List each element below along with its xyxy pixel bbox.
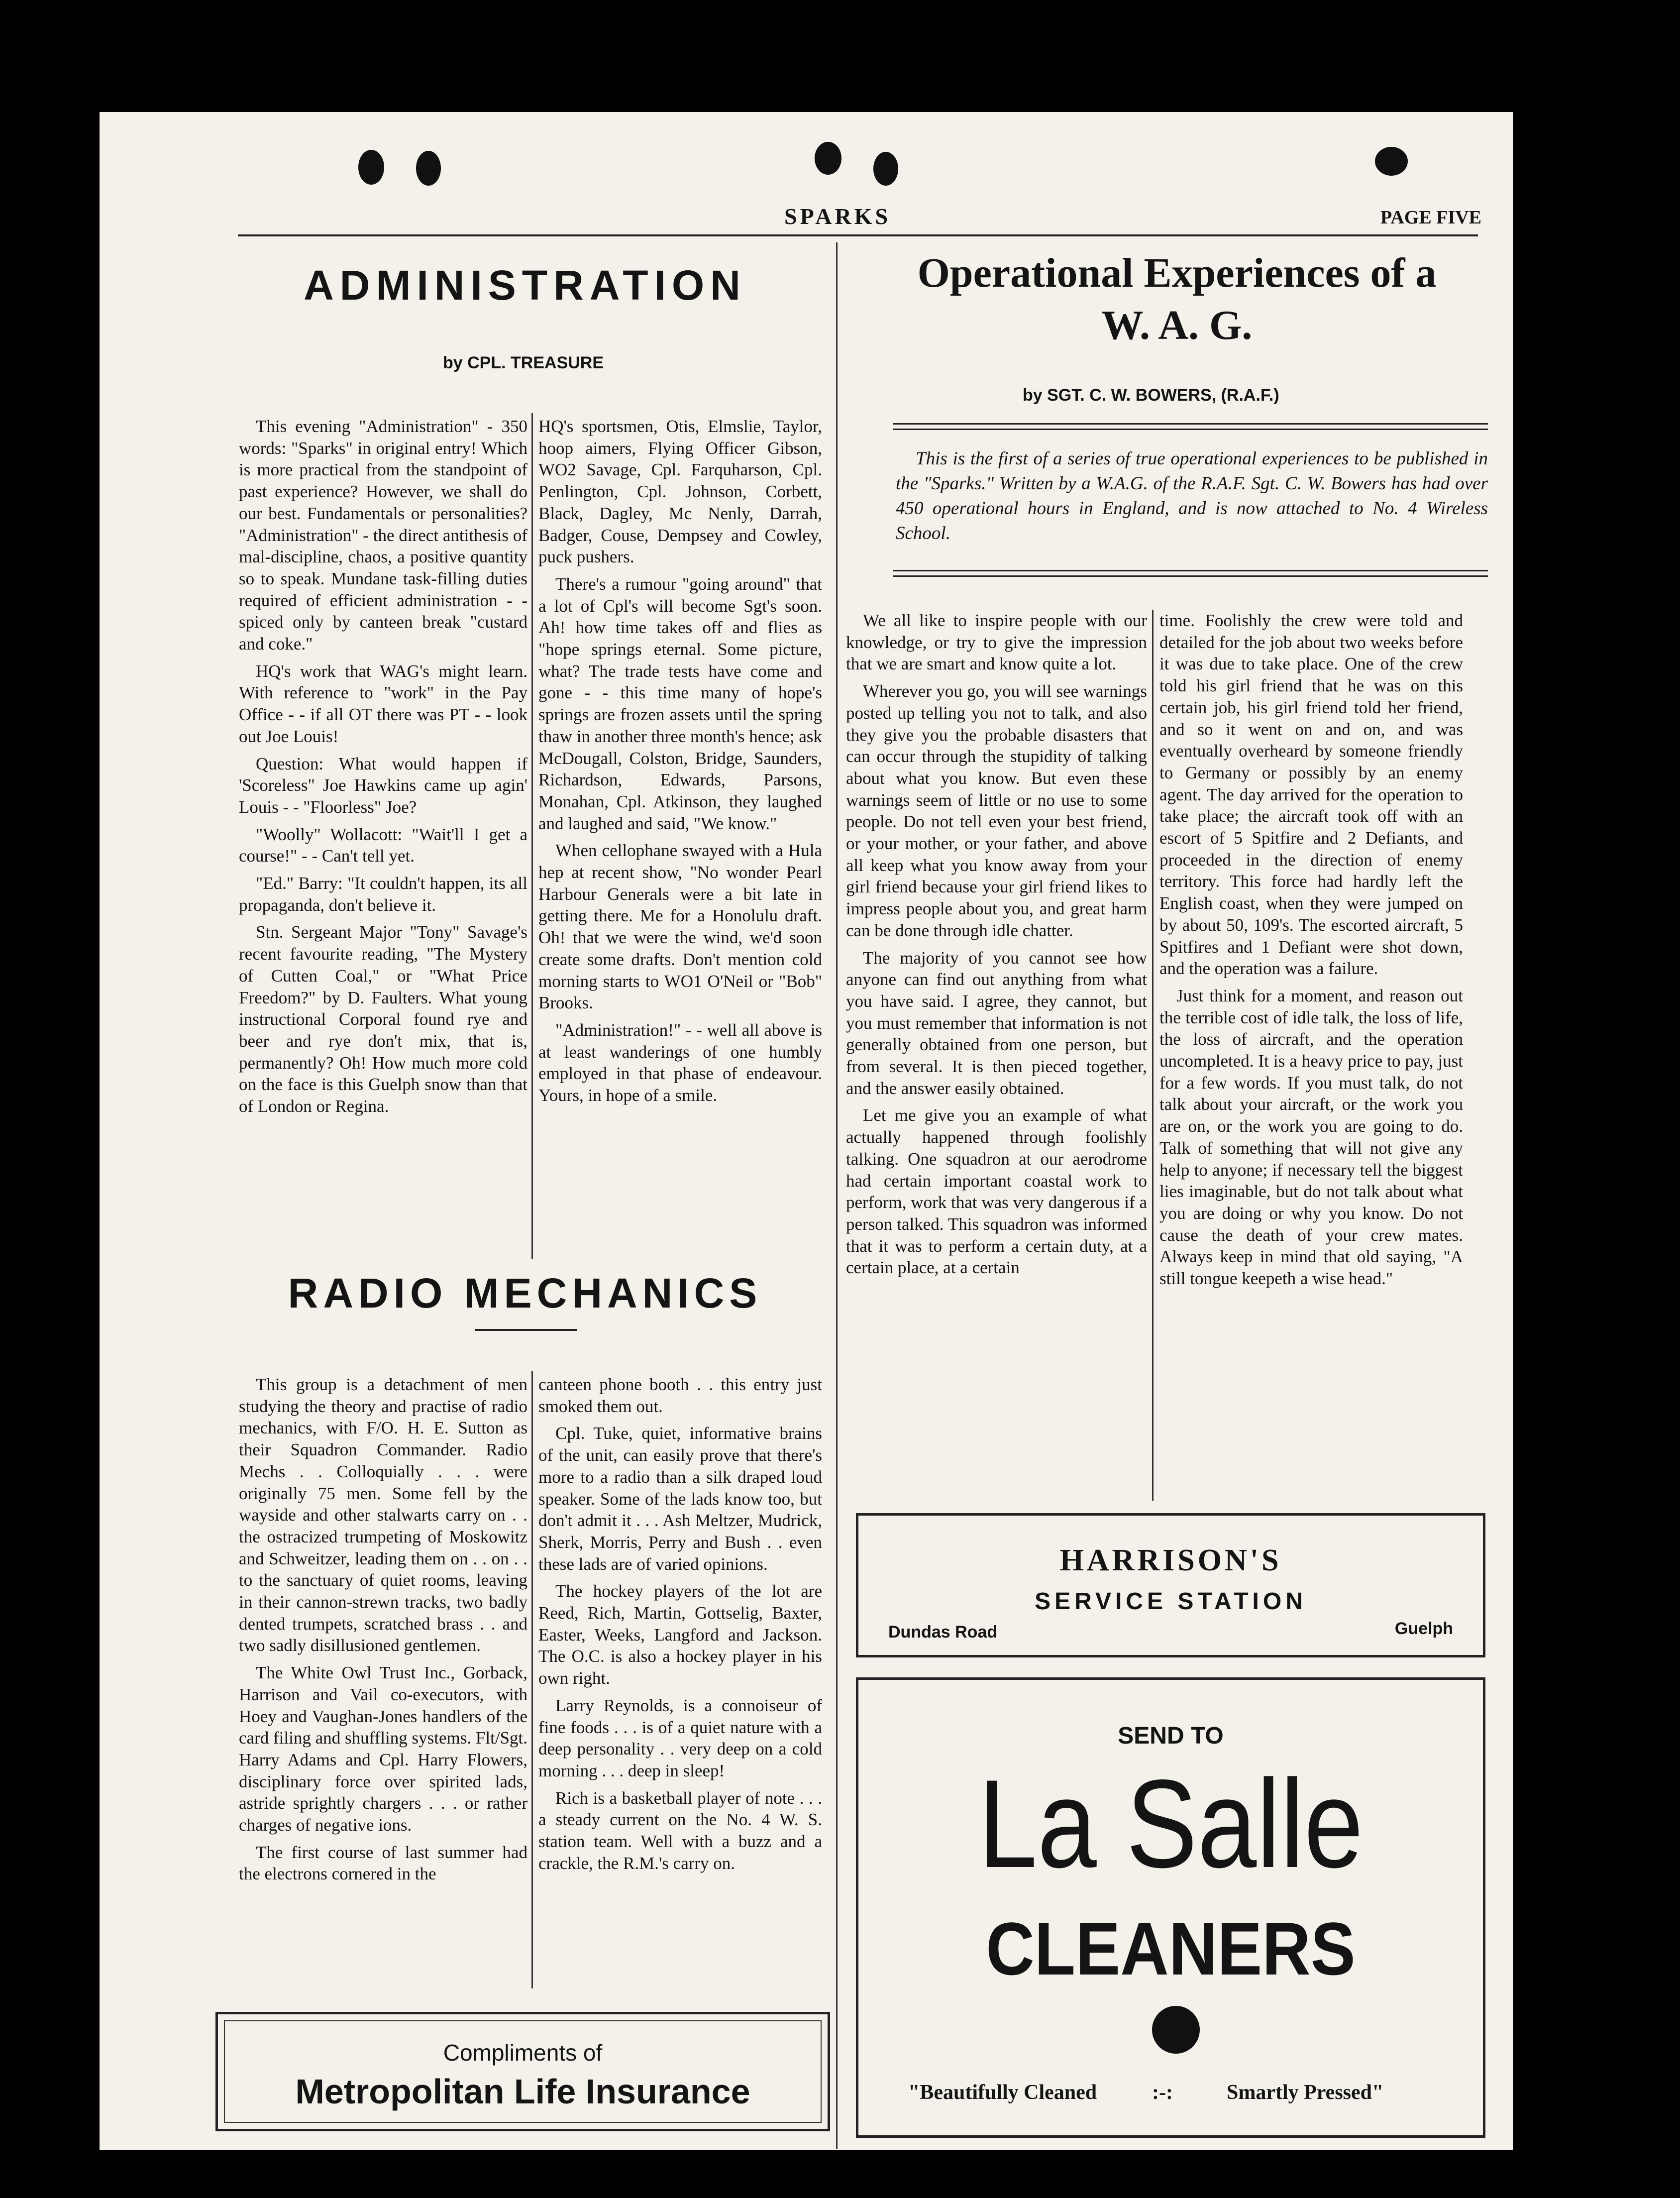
paragraph: When cellophane swayed with a Hula hep at recent show, "No wonder Pearl Harbour Generals were a bit late in getting there. Me for a Honolulu draft. Oh! that we were the wind, we'd soon create some drafts. Don't mention cold morning starts to WO1 O'Neil or "Bob" Brooks. — [538, 841, 822, 1013]
administration-byline: by CPL. TREASURE — [443, 353, 604, 372]
intro-rule — [893, 575, 1488, 577]
ad-send-to: SEND TO — [1118, 1723, 1224, 1749]
paragraph: There's a rumour "going around" that a lot of Cpl's will become Sgt's soon. Ah! how time takes off and flies as "hope springs eternal. Some picture, what? The trade tests have come and gone - - this time many of hope's springs are frozen assets until the spring thaw in another three month's hence; ask McDougall, Colston, Bridge, Saunders, Richardson, Edwards, Parsons, Monahan, Cpl. Atkinson, they laughed and laughed and said, "We know." — [538, 574, 823, 833]
column-divider — [531, 413, 533, 1259]
header-rule — [238, 234, 1478, 236]
newspaper-page — [100, 112, 1513, 2150]
ad-address: Dundas Road — [888, 1623, 998, 1642]
column-divider — [531, 1371, 533, 1988]
operational-heading-line-1: Operational Experiences of a — [917, 250, 1437, 296]
ad-business-name: La Salle — [978, 1754, 1364, 1894]
paragraph: Stn. Sergeant Major "Tony" Savage's recent favourite reading, "The Mystery of Cutten Coal," or "What Price Freedom?" by D. Faulters. What young instructional Corporal found rye and beer and rye don't mix, that is, permanently? Oh! How much more cold on the face is this Guelph snow than that of London or Regina. — [239, 922, 527, 1116]
paragraph: Rich is a basketball player of note . . . a steady current on the No. 4 W. S. station team. Well with a buzz and a crackle, the R.M.'s carry on. — [538, 1788, 822, 1873]
page-number: PAGE FIVE — [1380, 207, 1482, 228]
ad-service-line: SERVICE STATION — [1035, 1588, 1307, 1615]
ad-compliments: Compliments of — [443, 2040, 603, 2066]
radio-column-1 — [239, 1374, 527, 1890]
ad-city: Guelph — [1394, 1619, 1453, 1638]
paragraph: The majority of you cannot see how anyone can find out anything from what you have said. I agree, they cannot, but you must remember that information is not generally obtained from one person, but from several. It is then pieced together, and the answer easily obtained. — [846, 948, 1147, 1098]
paragraph: This evening "Administration" - 350 words: "Sparks" in original entry! Which is more practical from the standpoint of past experience? However, we shall do our best. Fundamentals or personalities? "Administration" - the direct antithesis of mal-discipline, chaos, a positive quantity so to speak. Mundane task-filling duties required of efficient administration - - spiced only by canteen break "custard and coke." — [239, 417, 527, 654]
paragraph: time. Foolishly the crew were told and detailed for the job about two weeks before it was due to take place. One of the crew told his girl friend that he was on this certain job, his girl friend told her friend, and so it went on and on, and was eventually overheard by someone friendly to Germany or possibly by an enemy agent. The day arrived for the operation to take place; the aircraft took off with an escort of 5 Spitfire and 2 Defiants, and proceeded in the direction of enemy territory. This force had hardly left the English coast, when they were jumped on by about 50, 109's. The escorted aircraft, 5 Spitfires and 1 Defiant were shot down, and the operation was a failure. — [1159, 611, 1463, 979]
radio-mechanics-heading: RADIO MECHANICS — [288, 1270, 762, 1317]
operational-column-1 — [846, 610, 1147, 1284]
metropolitan-ad — [215, 2012, 830, 2131]
ad-business-name: HARRISON'S — [1059, 1543, 1282, 1577]
administration-column-2 — [538, 416, 822, 1112]
intro-rule — [893, 429, 1488, 430]
binder-hole — [1375, 147, 1408, 176]
paragraph: This group is a detachment of men studying the theory and practise of radio mechanics, with F/O. H. E. Sutton as their Squadron Commander. Radio Mechs . . Colloquially . . . were originally 75 men. Some fell by the wayside and other stalwarts carry on . . the ostracized trumpeting of Moskowitz and Schweitzer, leading them on . . on . . to the sanctuary of quiet rooms, leaving in their cannon-strewn tracks, two badly dented trumpets, scratched brass . . and two sadly disillusioned gentlemen. — [239, 1375, 527, 1655]
ad-cleaners: CLEANERS — [986, 1907, 1356, 1990]
administration-column-1 — [239, 416, 527, 1123]
ad-tagline-right: Smartly Pressed" — [1227, 2081, 1384, 2104]
paragraph: canteen phone booth . . this entry just smoked them out. — [538, 1375, 822, 1416]
masthead-title: SPARKS — [784, 204, 891, 229]
operational-intro: This is the first of a series of true operational experiences to be published in the "Sparks." Written by a W.A.G. of the R.A.F. Sgt. C. W. Bowers has had over 450 operational hours in England, and is now attached to No. 4 Wireless School. — [896, 448, 1488, 544]
column-divider — [836, 242, 838, 2149]
heading-underline — [475, 1329, 577, 1331]
paragraph: We all like to inspire people with our knowledge, or try to give the impression that we are smart and know quite a lot. — [846, 611, 1147, 674]
paragraph: HQ's sportsmen, Otis, Elmslie, Taylor, hoop aimers, Flying Officer Gibson, WO2 Savage, Cpl. Farquharson, Cpl. Penlington, Cpl. Johnson, Corbett, Black, Dagley, Mc Nenly, Darrah, Badger, Couse, Dempsey and Cowley, puck pushers. — [538, 417, 822, 567]
binder-hole — [873, 152, 898, 186]
binder-hole — [416, 151, 441, 186]
intro-rule — [893, 570, 1488, 571]
ad-company-name: Metropolitan Life Insurance — [295, 2072, 750, 2111]
binder-hole — [358, 150, 384, 185]
administration-heading: ADMINISTRATION — [304, 262, 746, 309]
paragraph: "Woolly" Wollacott: "Wait'll I get a course!" - - Can't tell yet. — [239, 824, 527, 866]
paragraph: Question: What would happen if 'Scoreless" Joe Hawkins came up agin' Louis - - "Floorless" Joe? — [239, 754, 527, 817]
paragraph: "Ed." Barry: "It couldn't happen, its all propaganda, don't believe it. — [239, 874, 527, 915]
paragraph: The first course of last summer had the electrons cornered in the — [239, 1842, 527, 1884]
paragraph: "Administration!" - - well all above is at least wanderings of one humbly employed in that phase of endeavour. Yours, in hope of a smile. — [538, 1020, 822, 1105]
harrisons-ad — [856, 1513, 1485, 1657]
operational-column-2 — [1159, 610, 1463, 1295]
paragraph: The White Owl Trust Inc., Gorback, Harrison and Vail co-executors, with Hoey and Vaughan-Jones handlers of the card filing and shuffling systems. Flt/Sgt. Harry Adams and Cpl. Harry Flowers, disciplinary force over spirited lads, astride sprightly chargers . . . or rather charges of negative ions. — [239, 1663, 527, 1835]
radio-column-2 — [538, 1374, 822, 1879]
ad-bullet — [1152, 2006, 1200, 2054]
paragraph: The hockey players of the lot are Reed, Rich, Martin, Gottselig, Baxter, Easter, Weeks, Langford and Jackson. The O.C. is also a hockey player in his own right. — [538, 1581, 822, 1688]
ad-tagline-left: "Beautifully Cleaned — [908, 2081, 1097, 2104]
intro-rule — [893, 423, 1488, 425]
paragraph: Wherever you go, you will see warnings posted up telling you not to talk, and also they give you the probable disasters that can occur through the stupidity of talking about what you know. But even these warnings seem of little or no use to some people. Do not tell even your best friend, or your mother, or your father, and above all keep what you know away from your girl friend because your girl friend likes to impress people about you, and great harm can be done through idle chatter. — [846, 681, 1147, 940]
paragraph: Larry Reynolds, is a connoiseur of fine foods . . . is of a quiet nature with a deep personality . . very deep on a cold morning . . . deep in sleep! — [538, 1695, 822, 1780]
operational-heading-line-2: W. A. G. — [1101, 302, 1253, 348]
paragraph: Just think for a moment, and reason out the terrible cost of idle talk, the loss of life, the loss of aircraft, and the operation uncompleted. It is a heavy price to pay, just for a few words. If you must talk, do not talk about your aircraft, or the work you are on, or the work you are going to do. Talk of something that will not give any help to anyone; if necessary tell the biggest lies imaginable, but do not talk about what you are doing or why you know. Do not cause the death of your crew mates. Always keep in mind that old saying, "A still tongue keepeth a wise head." — [1159, 986, 1463, 1289]
binder-hole — [815, 142, 841, 175]
operational-byline: by SGT. C. W. BOWERS, (R.A.F.) — [1023, 386, 1279, 405]
paragraph: Cpl. Tuke, quiet, informative brains of the unit, can easily prove that there's more to a radio than a silk draped loud speaker. Some of the lads know too, but don't admit it . . . Ash Meltzer, Mudrick, Sherk, Morris, Perry and Bush . . even these lads are of varied opinions. — [538, 1424, 822, 1574]
paragraph: Let me give you an example of what actually happened through foolishly talking. One squadron at our aerodrome had certain important coastal work to perform, work that was very dangerous if a person talked. This squadron was informed that it was to perform a certain duty, at a certain place, at a certain — [846, 1105, 1147, 1278]
la-salle-ad — [856, 1677, 1485, 2138]
column-divider — [1152, 610, 1154, 1501]
paragraph: HQ's work that WAG's might learn. With reference to "work" in the Pay Office - - if all OT there was PT - - look out Joe Louis! — [239, 661, 527, 746]
ad-tagline-separator: :-: — [1152, 2081, 1173, 2104]
